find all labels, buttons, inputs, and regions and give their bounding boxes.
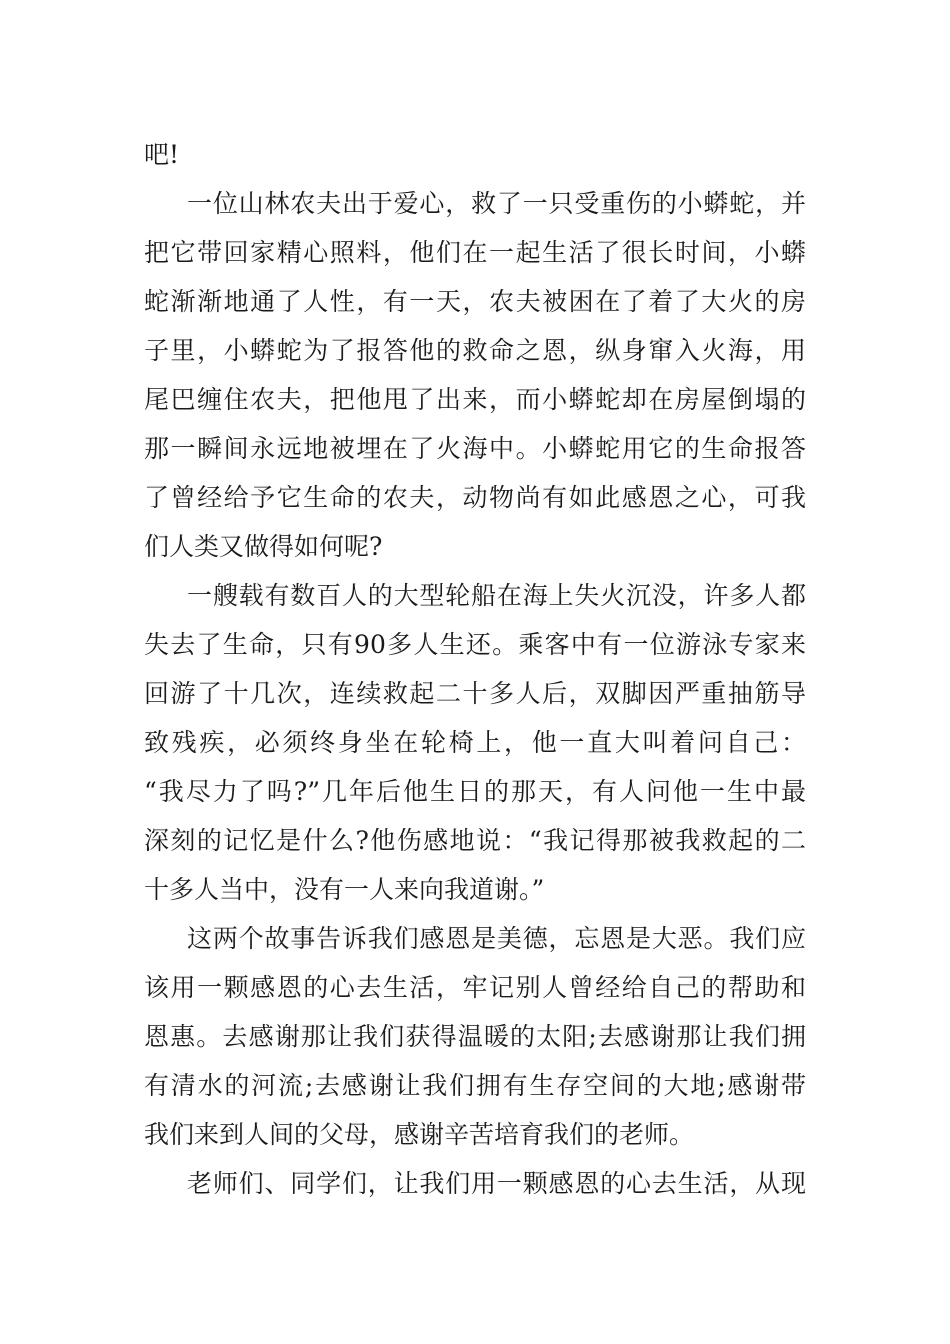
text-line: 老师们、同学们，让我们用一颗感恩的心去生活，从现 xyxy=(187,1169,806,1198)
text-line: 了曾经给予它生命的农夫，动物尚有如此感恩之心，可我 xyxy=(144,483,806,512)
text-line: 失去了生命，只有90多人生还。乘客中有一位游泳专家来 xyxy=(144,630,806,659)
text-line: 们人类又做得如何呢? xyxy=(144,532,383,561)
paragraph xyxy=(144,914,806,1159)
text-line: 十多人当中，没有一人来向我道谢。” xyxy=(144,875,545,904)
text-line: 深刻的记忆是什么?他伤感地说：“我记得那被我救起的二 xyxy=(144,826,806,855)
paragraph xyxy=(144,179,806,571)
text-line: 把它带回家精心照料，他们在一起生活了很长时间，小蟒 xyxy=(144,238,806,267)
text-line: 这两个故事告诉我们感恩是美德，忘恩是大恶。我们应 xyxy=(187,924,806,953)
paragraph xyxy=(144,571,806,914)
text-line: 致残疾，必须终身坐在轮椅上，他一直大叫着问自己： xyxy=(144,728,806,757)
text-line: 一位山林农夫出于爱心，救了一只受重伤的小蟒蛇，并 xyxy=(187,189,806,218)
text-line: 一艘载有数百人的大型轮船在海上失火沉没，许多人都 xyxy=(187,581,806,610)
paragraph xyxy=(144,130,806,179)
text-line: 我们来到人间的父母，感谢辛苦培育我们的老师。 xyxy=(144,1120,695,1149)
text-line: 尾巴缠住农夫，把他甩了出来，而小蟒蛇却在房屋倒塌的 xyxy=(144,385,806,414)
text-line: 蛇渐渐地通了人性，有一天，农夫被困在了着了大火的房 xyxy=(144,287,806,316)
text-line: 子里，小蟒蛇为了报答他的救命之恩，纵身窜入火海，用 xyxy=(144,336,806,365)
text-line: 那一瞬间永远地被埋在了火海中。小蟒蛇用它的生命报答 xyxy=(144,434,806,463)
document-body xyxy=(144,130,806,1208)
text-line: 有清水的河流;去感谢让我们拥有生存空间的大地;感谢带 xyxy=(144,1071,806,1100)
text-line: 该用一颗感恩的心去生活，牢记别人曾经给自己的帮助和 xyxy=(144,973,806,1002)
paragraph xyxy=(144,1159,806,1208)
text-line: 吧! xyxy=(144,140,180,169)
text-line: “我尽力了吗?”几年后他生日的那天，有人问他一生中最 xyxy=(144,777,806,806)
text-line: 恩惠。去感谢那让我们获得温暖的太阳;去感谢那让我们拥 xyxy=(144,1022,806,1051)
text-line: 回游了十几次，连续救起二十多人后，双脚因严重抽筋导 xyxy=(144,679,806,708)
